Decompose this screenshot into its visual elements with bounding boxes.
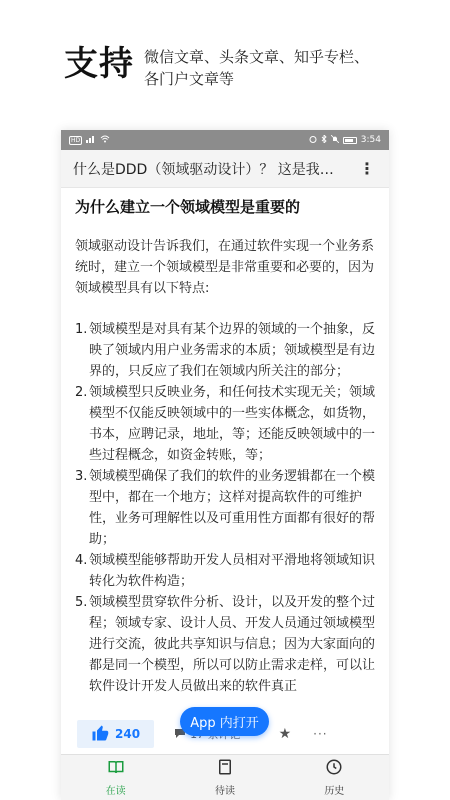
favorite-button[interactable] [279, 726, 292, 742]
tab-history[interactable] [280, 755, 389, 800]
article-intro: 领域驱动设计告诉我们，在通过软件实现一个业务系统时，建立一个领域模型是非常重要和必要的，因为领域模型具有以下特点: [75, 239, 375, 296]
more-vert-icon[interactable]: ⋮ [359, 159, 375, 178]
bluetooth-icon [321, 135, 327, 146]
list-item [75, 319, 375, 382]
promo-line-1: 微信文章、头条文章、知乎专栏、 [144, 48, 370, 66]
article-body[interactable] [61, 188, 389, 718]
like-button[interactable] [77, 720, 154, 748]
wifi-icon [100, 135, 110, 146]
article-title: 什么是DDD（领域驱动设计）？ 这是我… [73, 161, 334, 178]
status-time: 3:54 [360, 135, 381, 145]
app-bar [61, 150, 389, 188]
promo-banner [64, 42, 444, 92]
promo-headline: 支持 [64, 44, 134, 84]
tab-label: 历史 [324, 786, 345, 797]
clock-icon [325, 758, 343, 779]
list-item [75, 382, 375, 466]
list-number: 5. [75, 595, 88, 610]
list-item [75, 592, 375, 697]
list-number: 2. [75, 385, 88, 400]
list-item [75, 466, 375, 550]
thumbs-up-icon [91, 724, 109, 745]
promo-line-2: 各门户文章等 [144, 70, 235, 88]
status-bar [61, 130, 389, 150]
mute-icon [331, 135, 339, 146]
article-heading: 为什么建立一个领域模型是重要的 [75, 198, 301, 216]
list-number: 3. [75, 469, 88, 484]
phone-screenshot [61, 130, 389, 800]
tab-label: 在读 [105, 786, 126, 797]
tab-reading[interactable] [61, 755, 170, 800]
document-icon [216, 758, 234, 779]
article-list [75, 319, 375, 697]
hd-badge: HD [71, 136, 81, 144]
list-text: 领域模型只反映业务，和任何技术实现无关；领域模型不仅能反映领域中的一些实体概念，如货物，书本，应聘记录，地址，等；还能反映领域中的一些过程概念，如资金转账，等； [89, 385, 376, 463]
list-text: 领域模型确保了我们的软件的业务逻辑都在一个模型中，都在一个地方；这样对提高软件的可维护性，业务可理解性以及可重用性方面都有很好的帮助； [89, 469, 376, 547]
list-text: 领域模型贯穿软件分析、设计，以及开发的整个过程；领域专家、设计人员、开发人员通过领域模型进行交流，彼此共享知识与信息；因为大家面向的都是同一个模型，所以可以防止需求走样，可以让软件设计开发人员做出来的软件真正 [89, 595, 376, 694]
book-open-icon [107, 758, 125, 779]
promo-description [144, 46, 444, 90]
signal-icon [86, 135, 96, 146]
battery-icon [343, 137, 357, 144]
more-horiz-icon: ··· [313, 727, 328, 741]
alarm-icon [309, 135, 317, 146]
list-number: 4. [75, 553, 88, 568]
list-text: 领域模型能够帮助开发人员相对平滑地将领域知识转化为软件构造； [89, 553, 376, 589]
like-count: 240 [115, 727, 141, 741]
star-icon: ★ [278, 726, 292, 742]
bottom-tab-bar [61, 754, 389, 800]
open-in-app-button[interactable]: App 内打开 [180, 707, 269, 736]
list-text: 领域模型是对具有某个边界的领域的一个抽象，反映了领域内用户业务需求的本质；领域模型是有边界的，只反应了我们在领域内所关注的部分； [89, 322, 376, 379]
tab-label: 待读 [214, 786, 235, 797]
list-item [75, 550, 375, 592]
more-options-button[interactable] [313, 727, 327, 741]
list-number: 1. [75, 322, 88, 337]
tab-to-read[interactable] [170, 755, 279, 800]
